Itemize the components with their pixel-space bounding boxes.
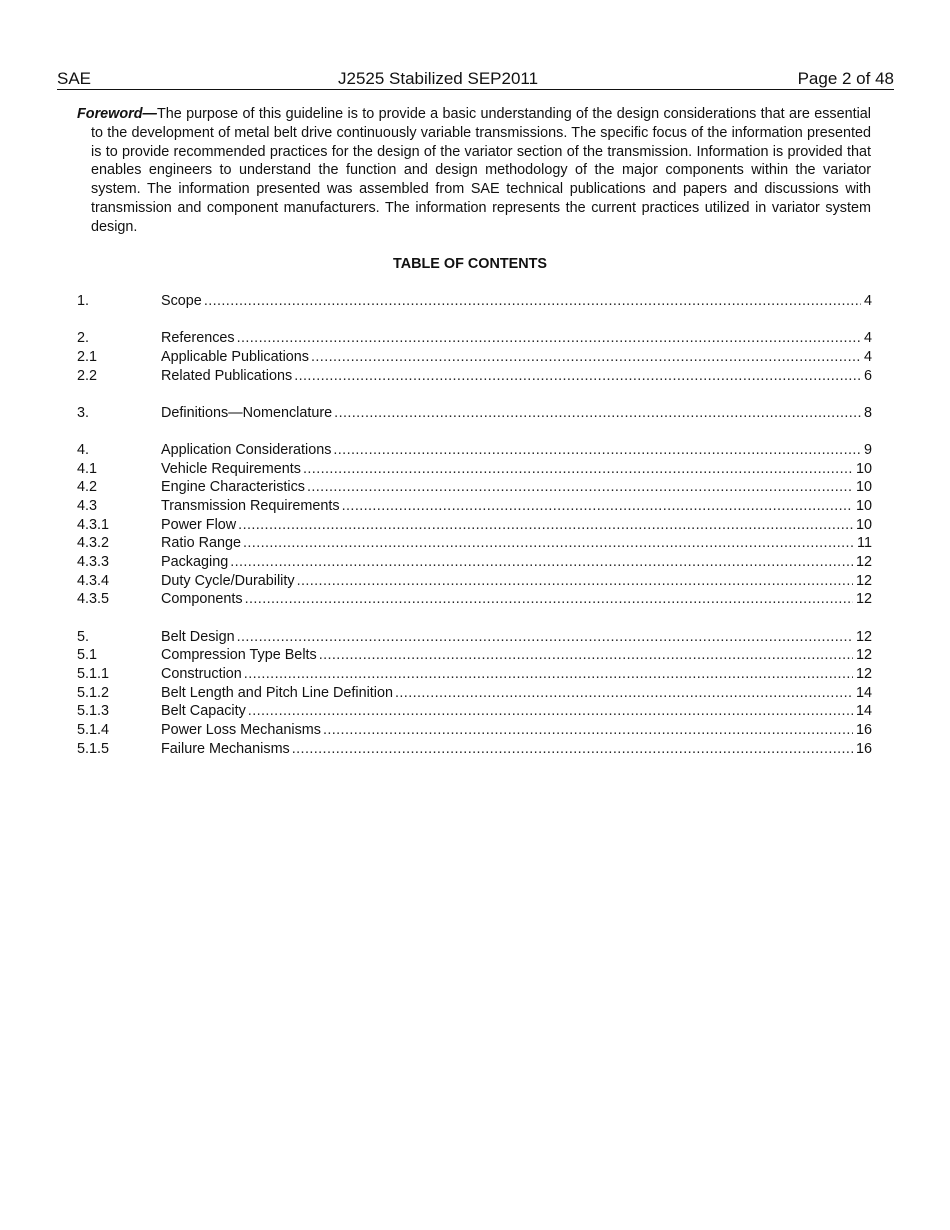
toc-entry-label: Components: [161, 591, 243, 608]
toc-entry-label: Belt Length and Pitch Line Definition: [161, 684, 394, 701]
toc-entry[interactable]: [77, 628, 872, 647]
toc-entry-page: 14: [855, 684, 872, 701]
toc-entry-page: 12: [855, 572, 872, 589]
toc-entry-number: 4.: [77, 441, 90, 458]
toc-entry-page: 6: [863, 367, 872, 384]
toc-entry-number: 4.3.2: [77, 535, 110, 552]
toc-entry-label: Engine Characteristics: [161, 479, 305, 496]
toc-entry-label: Ratio Range: [161, 535, 241, 552]
toc-entry-label: Definitions—Nomenclature: [161, 404, 333, 421]
toc-entry[interactable]: [77, 404, 872, 423]
toc-entry-page: 8: [863, 404, 872, 421]
toc-entry-number: 4.1: [77, 460, 98, 477]
toc-entry[interactable]: [77, 441, 872, 460]
toc-entry[interactable]: [77, 497, 872, 516]
toc-entry-page: 4: [863, 348, 872, 365]
foreword-paragraph: [77, 105, 871, 237]
toc-dot-leader: [294, 367, 861, 386]
toc-entry-label: Compression Type Belts: [161, 647, 317, 664]
toc-entry-page: 14: [855, 703, 872, 720]
toc-entry-number: 4.2: [77, 479, 98, 496]
toc-group: [77, 404, 872, 423]
toc-entry-number: 4.3.4: [77, 572, 110, 589]
toc-title: TABLE OF CONTENTS: [392, 256, 548, 272]
toc-entry-number: 2.: [77, 330, 90, 347]
toc-entry-number: 4.3.5: [77, 591, 110, 608]
toc-entry-number: 2.1: [77, 348, 98, 365]
toc-entry-label: Applicable Publications: [161, 348, 309, 365]
toc-entry-page: 10: [855, 516, 872, 533]
toc-entry-number: 4.3: [77, 498, 98, 514]
toc-dot-leader: [395, 684, 853, 703]
toc-entry[interactable]: [77, 367, 872, 386]
toc-entry-label: Packaging: [161, 554, 229, 571]
toc-entry-label: References: [161, 330, 235, 347]
toc-dot-leader: [307, 478, 853, 497]
toc-entry[interactable]: [77, 665, 872, 684]
toc-entry-page: 12: [855, 628, 872, 645]
toc-entry-page: 16: [855, 740, 872, 757]
toc-group: [77, 329, 872, 385]
toc-entry-page: 12: [855, 554, 872, 571]
toc-dot-leader: [245, 590, 853, 609]
toc-dot-leader: [292, 740, 853, 759]
toc-group: [77, 292, 872, 311]
toc-dot-leader: [243, 534, 854, 553]
toc-entry-page: 12: [855, 647, 872, 664]
toc-dot-leader: [297, 572, 853, 591]
toc-group: [77, 628, 872, 759]
toc-entry[interactable]: [77, 460, 872, 479]
toc-entry-label: Belt Design: [161, 628, 235, 645]
toc-dot-leader: [237, 628, 853, 647]
toc-entry[interactable]: [77, 292, 872, 311]
toc-dot-leader: [237, 329, 861, 348]
toc-entry[interactable]: [77, 740, 872, 759]
toc-entry-label: Power Loss Mechanisms: [161, 722, 321, 739]
toc-entry-number: 5.1.3: [77, 703, 110, 720]
toc-dot-leader: [204, 292, 861, 311]
toc-entry[interactable]: [77, 348, 872, 367]
toc-dot-leader: [244, 665, 853, 684]
toc-entry-page: 16: [855, 722, 872, 739]
toc-dot-leader: [230, 553, 853, 572]
toc-entry-label: Power Flow: [161, 516, 237, 533]
toc-entry[interactable]: [77, 534, 872, 553]
toc-group: [77, 441, 872, 609]
toc-entry-number: 4.3.1: [77, 516, 110, 533]
foreword-text: The purpose of this guideline is to provide a basic understanding of the design considerations that are essential to the development of metal belt drive continuously variable transmissions. The specific focus of the information presented is to provide recommended practices for the design of the variator section of the transmission. Information is provided that enables engineers to understand the function and design methodology of the major components within the variator system. The information presented was assembled from SAE technical publications and papers and discussions with transmission and component manufacturers. The information represents the current practices utilized in variator system design.: [91, 106, 871, 235]
foreword-lead: Foreword—: [77, 106, 157, 122]
toc-entry-label: Related Publications: [161, 367, 293, 384]
toc-entry[interactable]: [77, 572, 872, 591]
toc-entry-number: 2.2: [77, 367, 98, 384]
toc-entry[interactable]: [77, 329, 872, 348]
toc-entry-number: 3.: [77, 404, 90, 421]
toc-dot-leader: [238, 516, 853, 535]
toc-entry-number: 1.: [77, 293, 90, 309]
toc-entry-label: Failure Mechanisms: [161, 740, 290, 757]
header-org: SAE: [57, 69, 92, 88]
toc-entry[interactable]: [77, 478, 872, 497]
toc-entry-label: Application Considerations: [161, 441, 332, 458]
toc-entry-page: 10: [855, 498, 872, 514]
toc-entry-page: 9: [863, 441, 872, 458]
header-page-info: Page 2 of 48: [797, 69, 894, 88]
toc-entry-page: 12: [855, 666, 872, 682]
toc-entry-number: 5.1.5: [77, 740, 110, 757]
toc-entry[interactable]: [77, 702, 872, 721]
toc-entry[interactable]: [77, 590, 872, 609]
toc-entry[interactable]: [77, 516, 872, 535]
toc-entry[interactable]: [77, 684, 872, 703]
toc-dot-leader: [311, 348, 861, 367]
toc-dot-leader: [248, 702, 853, 721]
toc-entry-page: 4: [863, 330, 872, 347]
toc-entry-page: 11: [857, 535, 872, 552]
toc-dot-leader: [333, 441, 861, 460]
toc-dot-leader: [334, 404, 861, 423]
toc-dot-leader: [303, 460, 853, 479]
toc-entry-page: 10: [855, 479, 872, 496]
toc-entry-number: 5.1.4: [77, 722, 110, 739]
page-header: [57, 68, 894, 90]
toc-entry-number: 5.1.2: [77, 684, 110, 701]
header-doc-id: J2525 Stabilized SEP2011: [338, 69, 539, 88]
toc-entry-number: 4.3.3: [77, 554, 110, 571]
toc-entry-number: 5.1.1: [77, 666, 110, 682]
toc-entry-page: 12: [855, 591, 872, 608]
toc-dot-leader: [319, 646, 853, 665]
toc-entry-number: 5.: [77, 628, 90, 645]
toc-entry[interactable]: [77, 553, 872, 572]
table-of-contents: [77, 292, 872, 777]
toc-entry-label: Transmission Requirements: [161, 498, 340, 514]
toc-dot-leader: [323, 721, 853, 740]
toc-entry-page: 10: [855, 460, 872, 477]
toc-dot-leader: [342, 497, 853, 516]
toc-entry[interactable]: [77, 721, 872, 740]
toc-entry-label: Belt Capacity: [161, 703, 246, 720]
toc-entry-label: Construction: [161, 666, 242, 682]
toc-entry-label: Scope: [161, 293, 202, 309]
toc-entry-label: Duty Cycle/Durability: [161, 572, 295, 589]
toc-entry-page: 4: [863, 293, 872, 309]
toc-entry[interactable]: [77, 646, 872, 665]
toc-entry-number: 5.1: [77, 647, 98, 664]
toc-entry-label: Vehicle Requirements: [161, 460, 301, 477]
